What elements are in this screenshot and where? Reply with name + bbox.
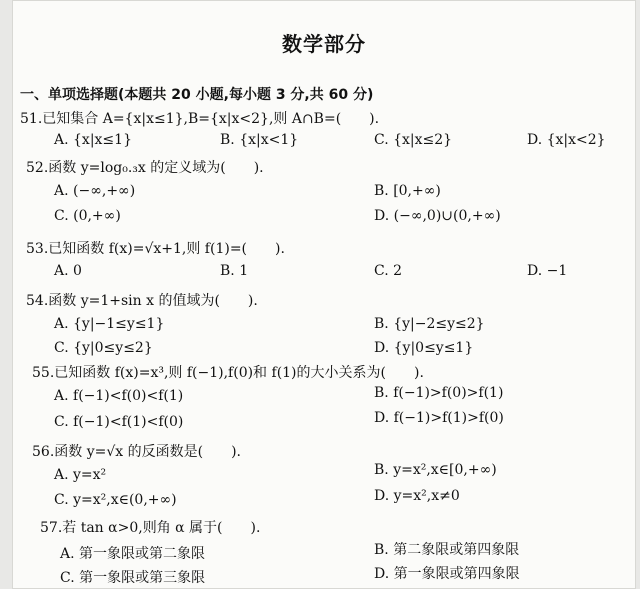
- q52-option-a: A. (−∞,+∞): [54, 183, 136, 199]
- q53-option-b: B. 1: [220, 263, 249, 279]
- q57-option-d: D. 第一象限或第四象限: [374, 566, 520, 582]
- q52-option-b: B. [0,+∞): [374, 183, 441, 199]
- q56-option-a: A. y=x²: [54, 467, 107, 483]
- q57-option-a: A. 第一象限或第二象限: [60, 546, 206, 562]
- q54-option-b: B. {y|−2≤y≤2}: [374, 316, 485, 332]
- q54-option-c: C. {y|0≤y≤2}: [54, 340, 153, 356]
- question-56-stem: 56.函数 y=√x 的反函数是( ).: [32, 444, 241, 460]
- question-54-stem: 54.函数 y=1+sin x 的值域为( ).: [26, 293, 258, 309]
- q51-option-d: D. {x|x<2}: [527, 132, 606, 148]
- q56-option-b: B. y=x²,x∈[0,+∞): [374, 462, 497, 478]
- q57-option-c: C. 第一象限或第三象限: [60, 570, 206, 586]
- q57-option-b: B. 第二象限或第四象限: [374, 542, 520, 558]
- q52-option-d: D. (−∞,0)∪(0,+∞): [374, 208, 501, 224]
- q54-option-a: A. {y|−1≤y≤1}: [54, 316, 165, 332]
- question-55-stem: 55.已知函数 f(x)=x³,则 f(−1),f(0)和 f(1)的大小关系为( ).: [32, 365, 424, 381]
- question-51-stem: 51.已知集合 A={x|x≤1},B={x|x<2},则 A∩B=( ).: [20, 111, 380, 127]
- q55-option-a: A. f(−1)<f(0)<f(1): [54, 388, 184, 404]
- q56-option-d: D. y=x²,x≠0: [374, 488, 460, 504]
- q55-option-c: C. f(−1)<f(1)<f(0): [54, 414, 184, 430]
- q55-option-b: B. f(−1)>f(0)>f(1): [374, 385, 504, 401]
- question-52-stem: 52.函数 y=log₀.₃x 的定义域为( ).: [26, 160, 264, 176]
- q51-option-b: B. {x|x<1}: [220, 132, 299, 148]
- q56-option-c: C. y=x²,x∈(0,+∞): [54, 492, 177, 508]
- section-heading: 一、单项选择题(本题共 20 小题,每小题 3 分,共 60 分): [20, 87, 374, 103]
- q53-option-d: D. −1: [527, 263, 568, 279]
- q51-option-a: A. {x|x≤1}: [54, 132, 132, 148]
- exam-page: [12, 0, 636, 589]
- q53-option-c: C. 2: [374, 263, 403, 279]
- q53-option-a: A. 0: [54, 263, 82, 279]
- page-title: 数学部分: [282, 32, 366, 56]
- question-53-stem: 53.已知函数 f(x)=√x+1,则 f(1)=( ).: [26, 241, 285, 257]
- q51-option-c: C. {x|x≤2}: [374, 132, 453, 148]
- question-57-stem: 57.若 tan α>0,则角 α 属于( ).: [40, 520, 261, 536]
- q52-option-c: C. (0,+∞): [54, 208, 121, 224]
- q55-option-d: D. f(−1)>f(1)>f(0): [374, 410, 504, 426]
- q54-option-d: D. {y|0≤y≤1}: [374, 340, 474, 356]
